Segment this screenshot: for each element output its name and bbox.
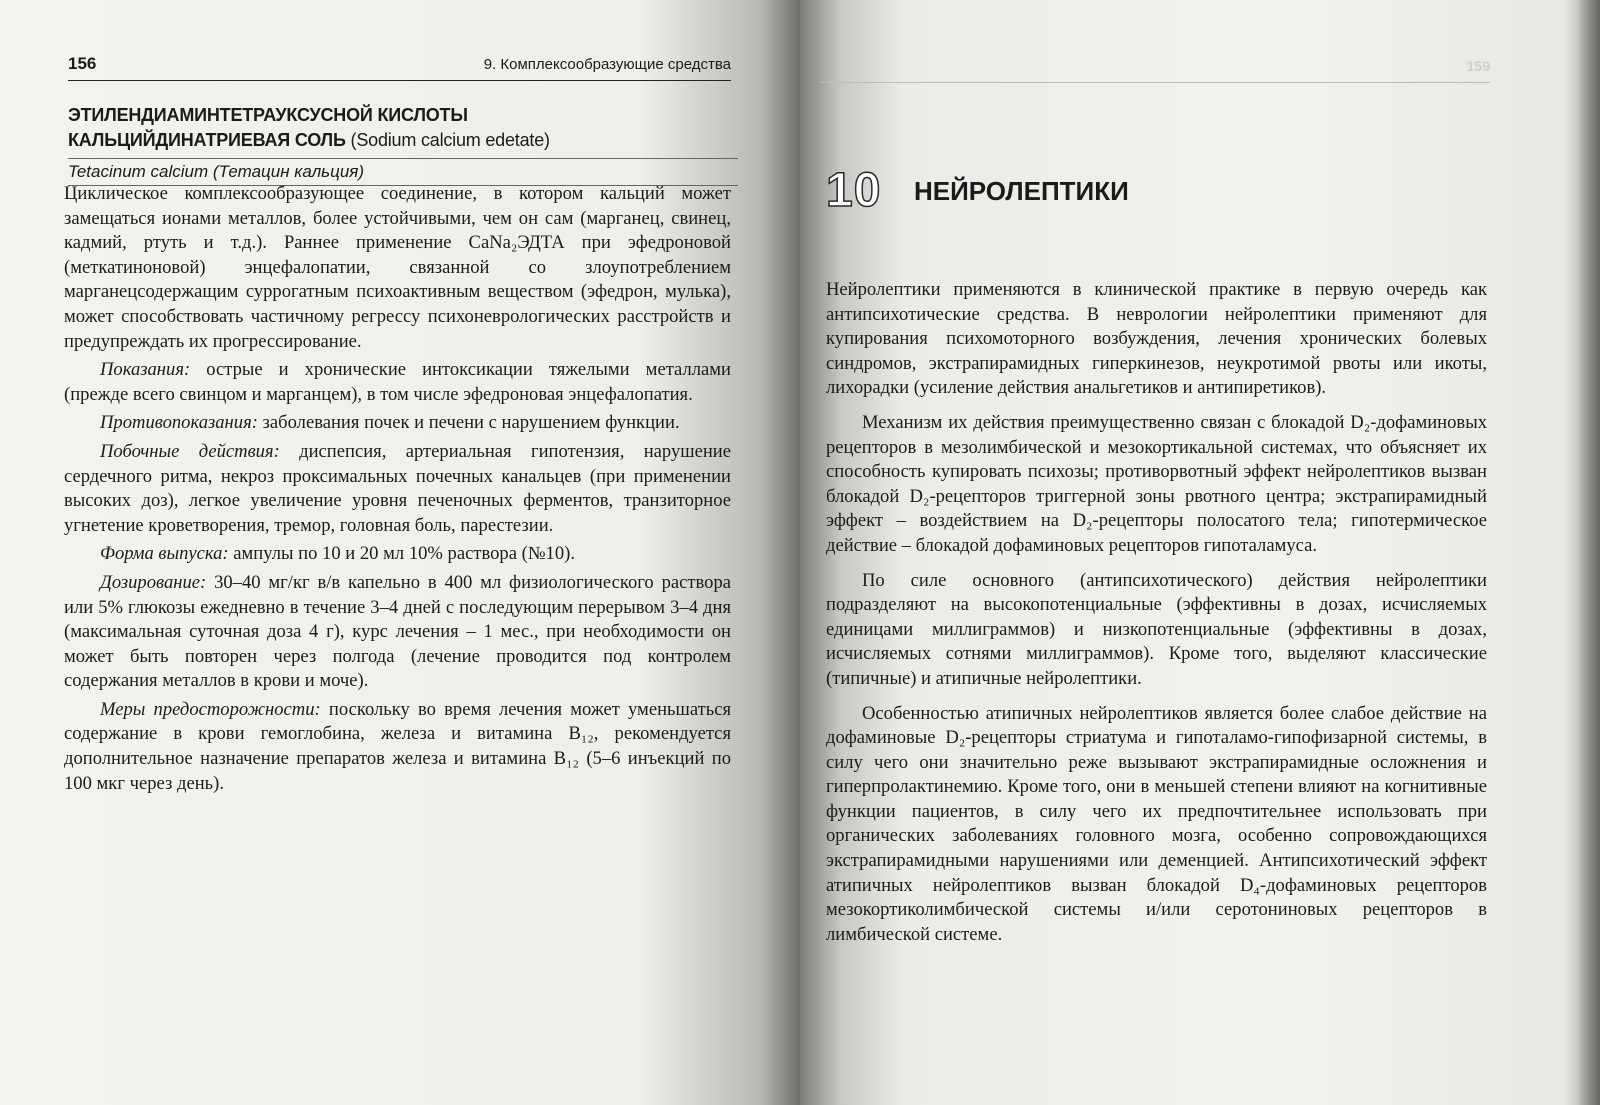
precautions-paragraph bbox=[64, 698, 731, 796]
precautions-label: Меры предосторожности: bbox=[100, 698, 321, 720]
running-head-chapter: 9. Комплексообразующие средства bbox=[483, 56, 731, 73]
drug-entry-title bbox=[68, 103, 738, 153]
form-text: ампулы по 10 и 20 мл 10% раствора (№10). bbox=[228, 543, 575, 565]
chapter-paragraph: Механизм их действия преимущественно связан с блокадой D₂-дофаминовых рецепторов в мезолимбической и мезокортикальной системах, что объясняет их способность купировать психозы; противорвотный эффект нейролептиков вызван блокадой D₂-рецепторов триггерной зоны рвотного центра; экстрапирамидный эффект – воздействием на D₂-рецепторы полосатого тела; гипотермическое действие – блокадой дофаминовых рецепторов гипоталамуса. bbox=[826, 411, 1487, 556]
chapter-paragraph: По силе основного (антипсихотического) действия нейролептики подразделяют на высокопотенциальные (эффективны в дозах, исчисляемых единицами миллиграммов) и низкопотенциальные (эффективны в дозах, исчисляемых сотнями миллиграммов). Кроме того, выделяют классические (типичные) и атипичные нейролептики. bbox=[826, 569, 1487, 689]
chapter-title: НЕЙРОЛЕПТИКИ bbox=[914, 176, 1129, 206]
left-page-body bbox=[64, 182, 731, 800]
entry-intro: Циклическое комплексообразующее соединение, в котором кальций может замещаться ионами металлов, более устойчивыми, чем он сам (марганец, свинец, кадмий, ртуть и т.д.). Раннее применение CaNa₂ЭДТА при эфедроновой (меткатиноновой) энцефалопатии, связанной со злоупотреблением марганецсодержащим суррогатным психоактивным веществом (эфедрон, мулька), может способствовать частичному регрессу психоневрологических расстройств и предупреждать их прогрессирование. bbox=[64, 183, 731, 352]
bleed-through-running-head bbox=[820, 56, 1490, 83]
dosage-label: Дозирование: bbox=[100, 571, 207, 593]
form-label: Форма выпуска: bbox=[100, 543, 229, 565]
entry-title-line2: КАЛЬЦИЙДИНАТРИЕВАЯ СОЛЬ bbox=[68, 130, 346, 150]
indications-label: Показания: bbox=[100, 359, 191, 381]
chapter-number: 10 bbox=[826, 164, 882, 217]
dosage-paragraph bbox=[64, 571, 731, 694]
side-effects-paragraph bbox=[64, 440, 731, 538]
contraindications-paragraph bbox=[64, 411, 731, 436]
bleed-through-page-number: 159 bbox=[1466, 58, 1490, 74]
entry-title-line1: ЭТИЛЕНДИАМИНТЕТРАУКСУСНОЙ КИСЛОТЫ bbox=[68, 105, 468, 125]
entry-title-latin: (Sodium calcium edetate) bbox=[350, 130, 550, 150]
contraindications-text: заболевания почек и печени с нарушением функции. bbox=[257, 412, 680, 434]
chapter-paragraph: Нейролептики применяются в клинической практике в первую очередь как антипсихотические средства. В неврологии нейролептики применяют для купирования психомоторного возбуждения, лечения хронических болевых синдромов, экстрапирамидных гиперкинезов, неукротимой рвоты или икоты, лихорадки (усиление действия анальгетиков и антипиретиков). bbox=[826, 279, 1487, 399]
form-paragraph bbox=[64, 542, 731, 567]
side-effects-label: Побочные действия: bbox=[100, 440, 280, 462]
indications-paragraph bbox=[64, 358, 731, 407]
left-running-head bbox=[68, 52, 731, 81]
dosage-text: 30–40 мг/кг в/в капельно в 400 мл физиологического раствора или 5% глюкозы ежедневно в течение 3–4 дней с последующим перерывом 3–4 дня (максимальная суточная доза 4 г), курс лечения – 1 мес., при необходимости он может быть повторен через полгода (лечение проводится под контролем содержания металлов в крови и моче). bbox=[64, 571, 731, 692]
contraindications-label: Противопоказания: bbox=[100, 412, 258, 434]
page-number: 156 bbox=[68, 54, 97, 73]
chapter-paragraph: Особенностью атипичных нейролептиков является более слабое действие на дофаминовые D₂-рецепторы стриатума и гипоталамо-гипофизарной системы, в силу чего они значительно реже вызывают экстрапирамидные осложнения и гиперпролактинемию. Кроме того, они в меньшей степени влияют на когнитивные функции пациентов, в силу чего их предпочтительнее использовать при органических заболеваниях головного мозга, особенно сопровождающихся экстрапирамидными нарушениями или деменцией. Антипсихотический эффект атипичных нейролептиков вызван блокадой D₄-дофаминовых рецепторов мезокортиколимбической системы и/или серотониновых рецепторов в лимбической системе. bbox=[826, 702, 1487, 945]
precautions-text: поскольку во время лечения может уменьшаться содержание в крови гемоглобина, железа и витамина B₁₂, рекомендуется дополнительное назначение препаратов железа и витамина B₁₂ (5–6 инъекций по 100 мкг через день). bbox=[64, 698, 732, 794]
page-edge-shadow bbox=[1564, 0, 1600, 1105]
side-effects-text: диспепсия, артериальная гипотензия, нарушение сердечного ритма, некроз проксимальных почечных канальцев (при применении высоких доз), легкое увеличение уровня печеночных ферментов, транзиторное угнетение кроветворения, тремор, головная боль, парестезии. bbox=[64, 440, 732, 536]
right-page-body bbox=[826, 278, 1487, 957]
drug-entry-subtitle: Tetacinum calcium (Тетацин кальция) bbox=[68, 158, 738, 186]
indications-text: острые и хронические интоксикации тяжелыми металлами (прежде всего свинцом и марганцем), в том числе эфедроновая энцефалопатия. bbox=[64, 359, 731, 405]
